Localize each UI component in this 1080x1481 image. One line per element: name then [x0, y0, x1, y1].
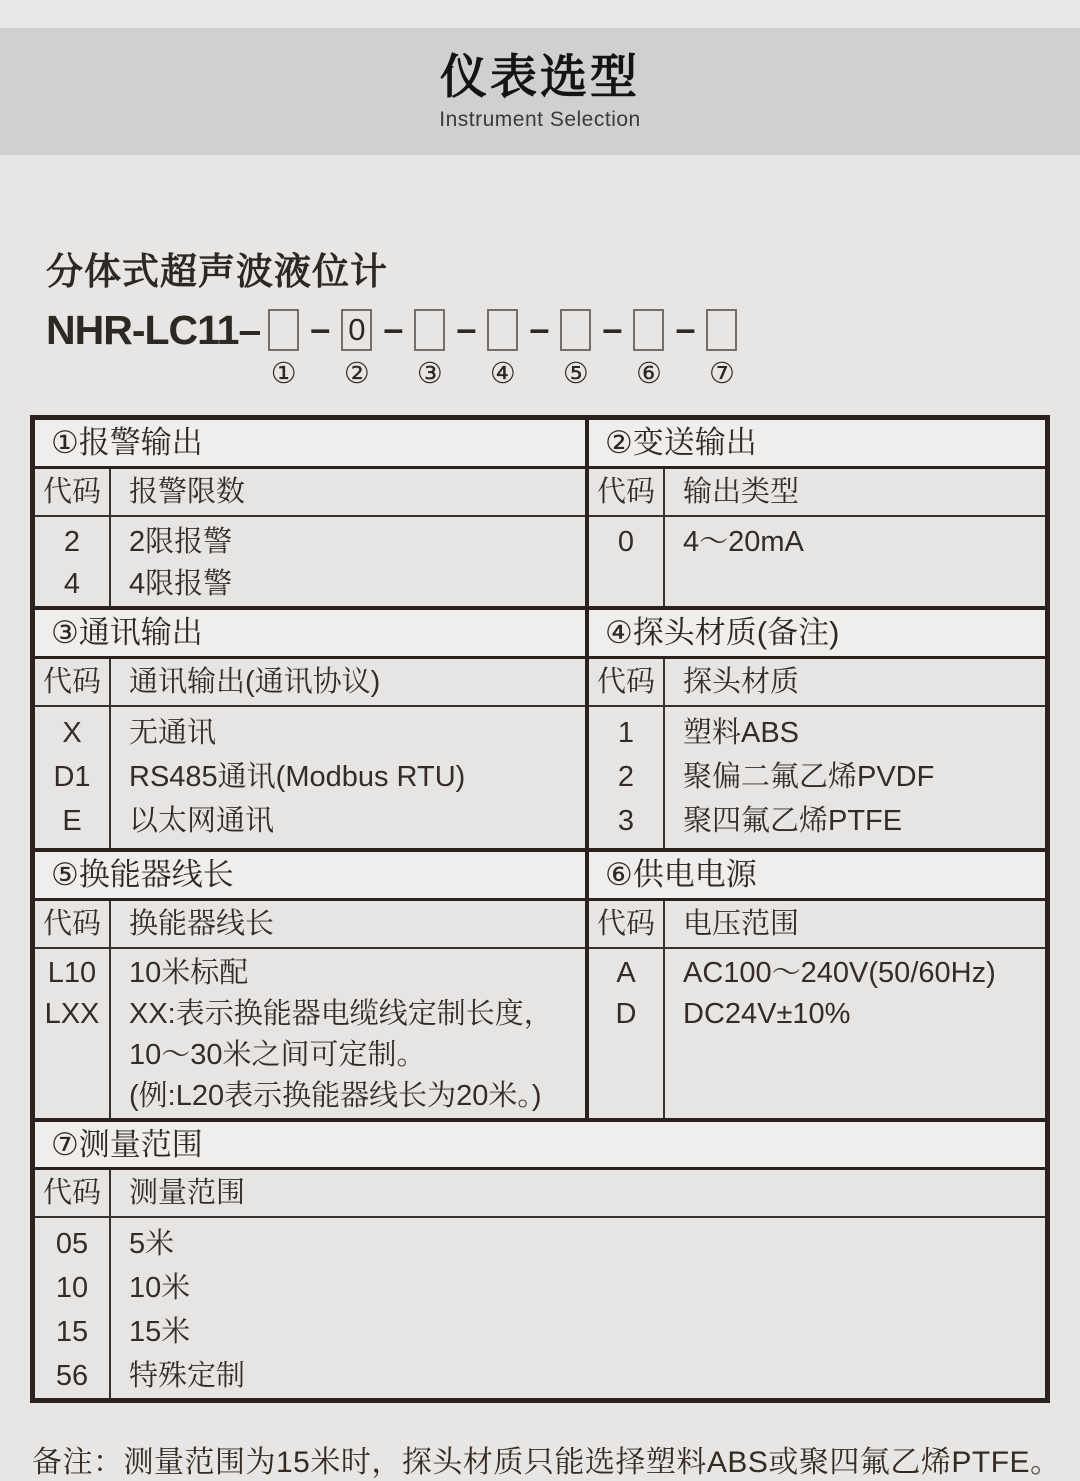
code-segment-3 [414, 309, 445, 389]
value-header: 换能器线长 [129, 908, 275, 940]
desc-cell: 特殊定制 [129, 1360, 246, 1392]
top-strip [0, 0, 1080, 28]
desc-cell: AC100～240V(50/60Hz) [683, 957, 996, 989]
code-header: 代码 [589, 659, 665, 705]
desc-cell: 塑料ABS [683, 717, 800, 749]
section-transducer-cable-length [35, 852, 589, 1118]
selection-table [30, 415, 1050, 1403]
section-data [589, 949, 1045, 1118]
model-code-prefix: NHR-LC11– [46, 307, 261, 353]
desc-cell: 2限报警 [129, 526, 233, 558]
section-transmit-output [589, 420, 1045, 606]
column-header-row [589, 469, 1045, 517]
table-row-1 [35, 420, 1045, 606]
code-cell: 05 [55, 1228, 89, 1260]
column-header-row [589, 901, 1045, 949]
code-header: 代码 [35, 901, 111, 947]
value-header: 测量范围 [129, 1177, 246, 1209]
code-cell: 3 [617, 805, 635, 837]
page-header [0, 28, 1080, 155]
code-segment-6 [633, 309, 664, 389]
section-communication-output [35, 610, 589, 848]
desc-cell: 10米标配 [129, 957, 249, 989]
column-header-row [35, 659, 585, 707]
code-box-7 [706, 309, 737, 351]
code-segment-4 [487, 309, 518, 389]
section-title: ③通讯输出 [35, 610, 585, 659]
section-data [589, 517, 1045, 606]
code-separator: – [310, 308, 331, 349]
column-header-row [589, 659, 1045, 707]
section-probe-material [589, 610, 1045, 848]
value-header: 电压范围 [683, 908, 800, 940]
desc-cell: 5米 [129, 1228, 175, 1260]
code-header: 代码 [35, 1170, 111, 1216]
code-header: 代码 [35, 659, 111, 705]
code-cell: L10 [47, 957, 97, 989]
segment-number-6: ⑥ [635, 358, 662, 390]
code-segment-5 [560, 309, 591, 389]
code-cell: 10 [55, 1272, 89, 1304]
code-cell: LXX [44, 998, 100, 1030]
code-cell: 1 [617, 717, 635, 749]
code-cell: A [616, 957, 636, 989]
desc-cell: 10～30米之间可定制。 [129, 1039, 426, 1071]
segment-number-5: ⑤ [562, 358, 589, 390]
code-box-4 [487, 309, 518, 351]
code-header: 代码 [589, 901, 665, 947]
code-cell: 0 [617, 526, 635, 558]
segment-number-1: ① [270, 358, 297, 390]
section-title: ⑤换能器线长 [35, 852, 585, 901]
value-header: 报警限数 [129, 476, 246, 508]
value-header: 通讯输出(通讯协议) [129, 666, 381, 698]
section-data [35, 517, 585, 606]
code-header: 代码 [589, 469, 665, 515]
code-segment-7 [706, 309, 737, 389]
section-title: ⑥供电电源 [589, 852, 1045, 901]
code-cell: X [62, 717, 82, 749]
section-data [35, 707, 585, 848]
desc-cell: 聚四氟乙烯PTFE [683, 805, 903, 837]
section-alarm-output [35, 420, 589, 606]
section-data [589, 707, 1045, 848]
code-cell: 2 [617, 761, 635, 793]
code-box-1 [268, 309, 299, 351]
code-box-5 [560, 309, 591, 351]
code-box-2-value: 0 [348, 312, 366, 347]
desc-cell: 10米 [129, 1272, 191, 1304]
column-header-row [35, 1170, 1045, 1218]
code-segment-2 [341, 309, 372, 389]
code-separator: – [675, 308, 696, 349]
desc-cell: 无通讯 [129, 717, 217, 749]
code-cell: 56 [55, 1360, 89, 1392]
desc-cell: 4限报警 [129, 568, 233, 600]
section-data [35, 1218, 1045, 1398]
code-cell: E [62, 805, 82, 837]
page-title: 仪表选型 [440, 49, 640, 103]
table-row-2 [35, 606, 1045, 848]
column-header-row [35, 469, 585, 517]
column-header-row [35, 901, 585, 949]
desc-cell: 4～20mA [683, 526, 804, 558]
code-cell: 15 [55, 1316, 89, 1348]
section-measuring-range [35, 1118, 1045, 1398]
section-title: ①报警输出 [35, 420, 585, 469]
code-cell: 4 [63, 568, 81, 600]
code-cell: 2 [63, 526, 81, 558]
section-title: ②变送输出 [589, 420, 1045, 469]
desc-cell: 以太网通讯 [129, 805, 275, 837]
code-separator: – [383, 308, 404, 349]
desc-cell: DC24V±10% [683, 998, 851, 1030]
value-header: 输出类型 [683, 476, 800, 508]
model-code-line [46, 309, 1080, 389]
section-data [35, 949, 585, 1118]
code-cell: D [615, 998, 637, 1030]
code-box-2 [341, 309, 372, 351]
section-power-supply [589, 852, 1045, 1118]
code-separator: – [456, 308, 477, 349]
desc-cell: 聚偏二氟乙烯PVDF [683, 761, 935, 793]
product-name: 分体式超声波液位计 [46, 251, 388, 292]
desc-cell: XX:表示换能器电缆线定制长度， [129, 998, 553, 1030]
value-header: 探头材质 [683, 666, 800, 698]
desc-cell: 15米 [129, 1316, 191, 1348]
code-box-6 [633, 309, 664, 351]
code-box-3 [414, 309, 445, 351]
desc-cell: (例:L20表示换能器线长为20米。) [129, 1080, 542, 1112]
segment-number-2: ② [343, 358, 370, 390]
page-subtitle: Instrument Selection [439, 108, 641, 132]
segment-number-7: ⑦ [708, 358, 735, 390]
segment-number-4: ④ [489, 358, 516, 390]
footnote: 备注：测量范围为15米时，探头材质只能选择塑料ABS或聚四氟乙烯PTFE。 [32, 1446, 1061, 1479]
code-header: 代码 [35, 469, 111, 515]
code-separator: – [529, 308, 550, 349]
table-row-3 [35, 848, 1045, 1118]
segment-number-3: ③ [416, 358, 443, 390]
code-segment-1 [268, 309, 299, 389]
section-title: ④探头材质(备注) [589, 610, 1045, 659]
desc-cell: RS485通讯(Modbus RTU) [129, 761, 466, 793]
section-title: ⑦测量范围 [35, 1122, 1045, 1170]
code-separator: – [602, 308, 623, 349]
code-cell: D1 [53, 761, 91, 793]
